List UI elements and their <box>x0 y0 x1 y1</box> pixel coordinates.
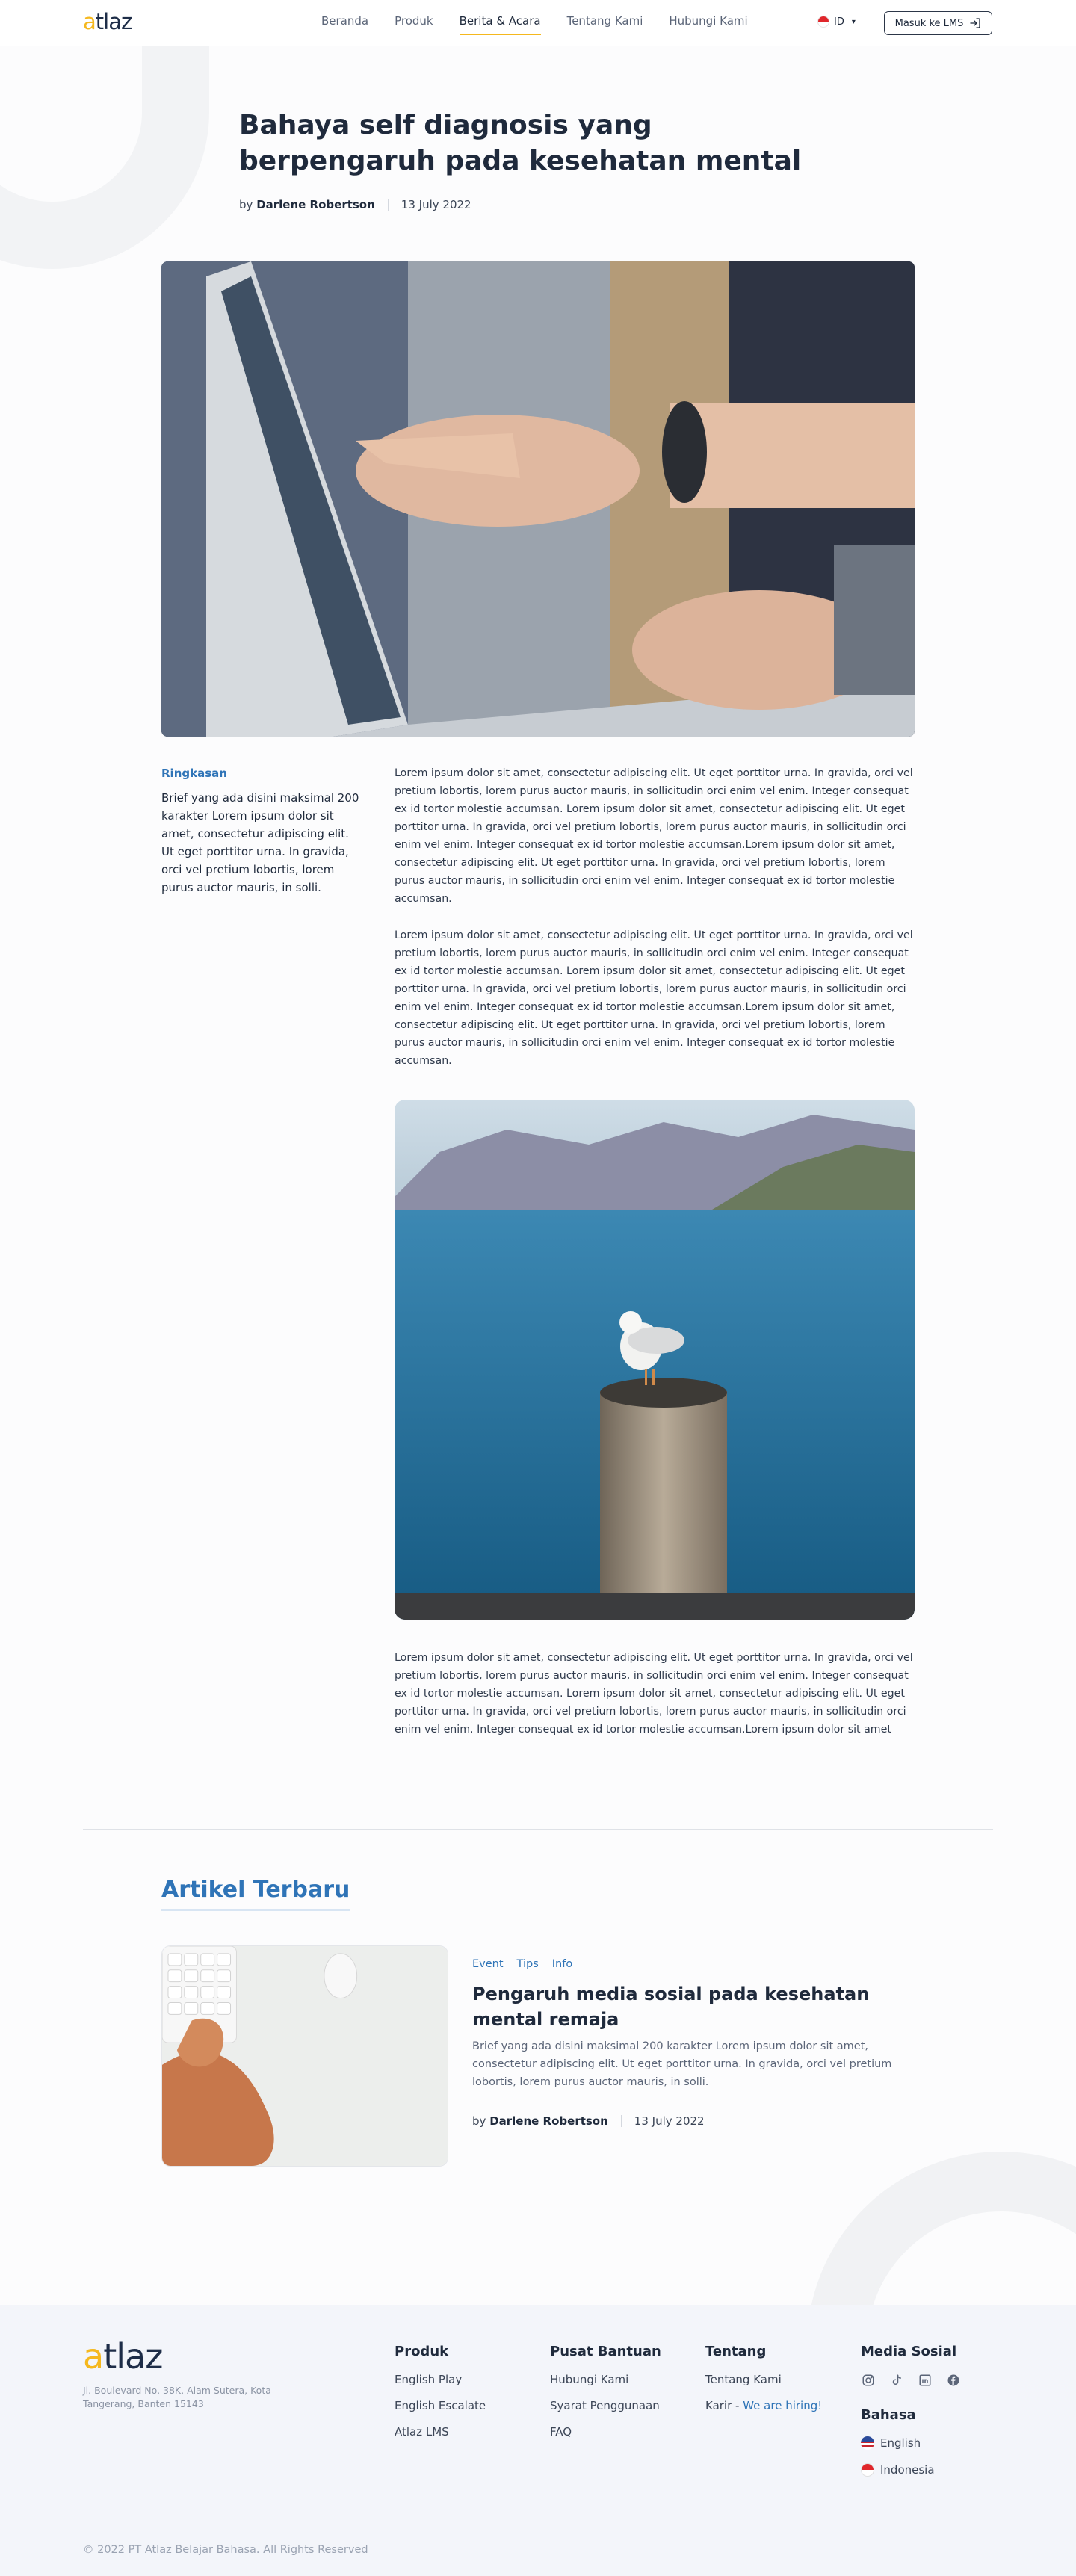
footer-media-title: Media Sosial <box>861 2344 957 2359</box>
language-code: ID <box>834 16 844 28</box>
article-paragraph-2: Lorem ipsum dolor sit amet, consectetur adipiscing elit. Ut eget porttitor urna. In gravida, orci vel pretium lobortis, lorem purus auctor mauris, in sollicitudin orci enim vel enim. Integer consequat ex id tortor molestie accumsan. Lorem ipsum dolor sit amet, consectetur adipiscing elit. Ut eget porttitor urna. In gravida, orci vel pretium lobortis, lorem purus auctor mauris, in sollicitudin orci enim vel enim. Integer consequat ex id tortor molestie accumsan.Lorem ipsum dolor sit amet, consectetur adipiscing elit. Ut eget porttitor urna. In gravida, orci vel pretium lobortis, lorem purus auctor mauris, in sollicitudin orci enim vel enim. Integer consequat ex id tortor molestie accumsan. <box>395 929 913 1067</box>
footer-bantuan-title: Pusat Bantuan <box>550 2344 661 2359</box>
footer-karir <box>705 2399 822 2412</box>
top-navbar <box>0 0 1076 46</box>
uk-flag-icon <box>861 2436 874 2450</box>
language-selector[interactable] <box>817 16 856 28</box>
login-icon <box>969 17 981 29</box>
instagram-icon[interactable] <box>861 2373 876 2388</box>
footer-link-syarat-penggunaan[interactable]: Syarat Penggunaan <box>550 2399 660 2412</box>
logo-letter-a: a <box>83 9 96 34</box>
section-divider <box>83 1829 993 1830</box>
footer <box>0 2305 1076 2576</box>
seagull-image <box>395 1100 915 1620</box>
chevron-down-icon: ▾ <box>851 17 856 26</box>
footer-social-column <box>861 2344 961 2490</box>
latest-article-image[interactable] <box>161 1945 448 2167</box>
indonesia-flag-icon <box>817 16 829 28</box>
summary-text: Brief yang ada disini maksimal 200 karakter Lorem ipsum dolor sit amet, consectetur adipiscing elit. Ut eget porttitor urna. In gravida, orci vel pretium lobortis, lorem purus auctor mauris, in solli. <box>161 791 359 894</box>
linkedin-icon[interactable] <box>918 2373 933 2388</box>
nav-link-hubungi-kami[interactable]: Hubungi Kami <box>669 14 748 28</box>
article-tags <box>472 1958 586 1970</box>
nav-link-produk[interactable]: Produk <box>395 14 433 28</box>
facebook-icon[interactable] <box>946 2373 961 2388</box>
latest-article-title[interactable]: Pengaruh media sosial pada kesehatan mental remaja <box>472 1984 870 2030</box>
copyright-text: © 2022 PT Atlaz Belajar Bahasa. All Rights Reserved <box>83 2544 368 2556</box>
footer-produk-title: Produk <box>395 2344 449 2359</box>
footer-link-faq[interactable]: FAQ <box>550 2425 572 2439</box>
article-title: Bahaya self diagnosis yang berpengaruh pada kesehatan mental <box>239 110 802 176</box>
tag-info[interactable]: Info <box>551 1958 573 1970</box>
meta-separator <box>621 2115 622 2127</box>
language-indonesia[interactable] <box>861 2463 961 2477</box>
article-meta <box>239 198 471 211</box>
latest-articles-title: Artikel Terbaru <box>161 1877 350 1911</box>
latest-article-byline <box>472 2114 608 2128</box>
latest-article-description: Brief yang ada disini maksimal 200 karakter Lorem ipsum dolor sit amet, consectetur adipiscing elit. Ut eget porttitor urna. In gravida, orci vel pretium lobortis, lorem purus auctor mauris, in solli. <box>472 2040 892 2088</box>
indonesia-flag-icon <box>861 2463 874 2477</box>
summary-label: Ringkasan <box>161 767 227 780</box>
footer-link-english-play[interactable]: English Play <box>395 2373 463 2386</box>
language-english[interactable] <box>861 2436 961 2450</box>
nav-link-tentang-kami[interactable]: Tentang Kami <box>566 14 643 28</box>
nav-link-berita-acara[interactable]: Berita & Acara <box>460 14 541 35</box>
logo-letters: tlaz <box>103 2336 163 2377</box>
language-indonesia-label: Indonesia <box>880 2463 935 2477</box>
social-icons <box>861 2373 961 2388</box>
language-english-label: English <box>880 2436 921 2450</box>
footer-link-hubungi-kami[interactable]: Hubungi Kami <box>550 2373 629 2386</box>
meta-separator <box>388 199 389 211</box>
nav-links <box>321 14 774 35</box>
tag-tips[interactable]: Tips <box>516 1958 539 1970</box>
byline-prefix: by <box>472 2114 486 2128</box>
footer-link-english-escalate[interactable]: English Escalate <box>395 2399 486 2412</box>
footer-tentang-column <box>705 2344 822 2425</box>
lms-login-button[interactable] <box>884 11 992 35</box>
footer-link-tentang-kami[interactable]: Tentang Kami <box>705 2373 782 2386</box>
latest-article-date: 13 July 2022 <box>634 2114 705 2128</box>
article-byline <box>239 198 375 211</box>
footer-bahasa-title: Bahasa <box>861 2407 916 2423</box>
article-paragraph-1: Lorem ipsum dolor sit amet, consectetur adipiscing elit. Ut eget porttitor urna. In gravida, orci vel pretium lobortis, lorem purus auctor mauris, in sollicitudin orci enim vel enim. Integer consequat ex id tortor molestie accumsan. Lorem ipsum dolor sit amet, consectetur adipiscing elit. Ut eget porttitor urna. In gravida, orci vel pretium lobortis, lorem purus auctor mauris, in sollicitudin orci enim vel enim. Integer consequat ex id tortor molestie accumsan.Lorem ipsum dolor sit amet, consectetur adipiscing elit. Ut eget porttitor urna. In gravida, orci vel pretium lobortis, lorem purus auctor mauris, in sollicitudin orci enim vel enim. Integer consequat ex id tortor molestie accumsan. <box>395 767 913 905</box>
latest-article-meta <box>472 2114 705 2128</box>
nav-link-beranda[interactable]: Beranda <box>321 14 369 28</box>
footer-produk-column <box>395 2344 486 2451</box>
article-author[interactable]: Darlene Robertson <box>256 198 375 211</box>
tiktok-icon[interactable] <box>889 2373 904 2388</box>
footer-address: Jl. Boulevard No. 38K, Alam Sutera, Kota Tangerang, Banten 15143 <box>83 2385 271 2409</box>
footer-tentang-title: Tentang <box>705 2344 767 2359</box>
logo-letter-a: a <box>83 2336 104 2377</box>
lms-login-label: Masuk ke LMS <box>894 17 964 29</box>
karir-label: Karir - <box>705 2399 740 2412</box>
article-date: 13 July 2022 <box>401 198 471 211</box>
footer-atlaz-logo[interactable] <box>83 2336 162 2377</box>
footer-link-atlaz-lms[interactable]: Atlaz LMS <box>395 2425 449 2439</box>
logo-letters: tlaz <box>95 9 132 34</box>
latest-article-author[interactable]: Darlene Robertson <box>489 2114 608 2128</box>
hiring-link[interactable]: We are hiring! <box>743 2399 823 2412</box>
byline-prefix: by <box>239 198 253 211</box>
tag-event[interactable]: Event <box>472 1958 504 1970</box>
hero-image-laptop <box>161 261 915 737</box>
footer-bantuan-column <box>550 2344 661 2451</box>
article-paragraph-3: Lorem ipsum dolor sit amet, consectetur adipiscing elit. Ut eget porttitor urna. In gravida, orci vel pretium lobortis, lorem purus auctor mauris, in sollicitudin orci enim vel enim. Integer consequat ex id tortor molestie accumsan. Lorem ipsum dolor sit amet, consectetur adipiscing elit. Ut eget porttitor urna. In gravida, orci vel pretium lobortis, lorem purus auctor mauris, in sollicitudin orci enim vel enim. Integer consequat ex id tortor molestie accumsan.Lorem ipsum dolor sit amet <box>395 1652 913 1736</box>
atlaz-logo[interactable] <box>83 9 132 34</box>
